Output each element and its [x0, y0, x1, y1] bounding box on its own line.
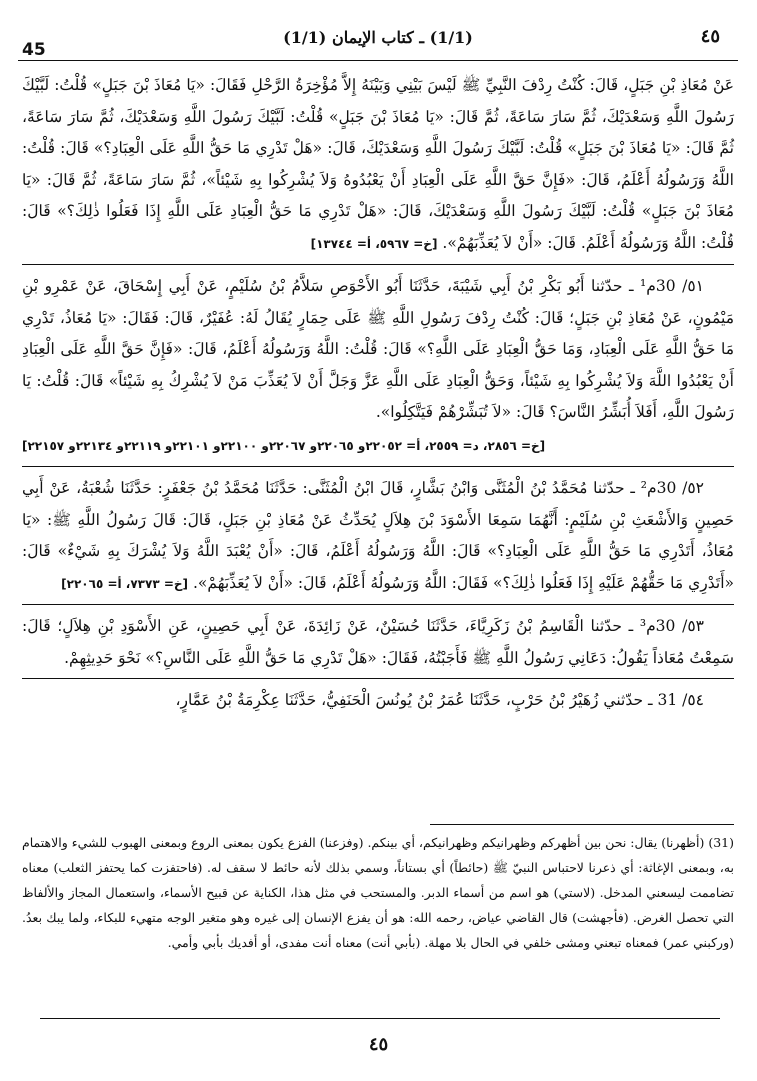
section-divider [22, 466, 734, 467]
hadith-paragraph [22, 611, 734, 674]
hadith-paragraph [22, 473, 734, 600]
page-number-latin: 45 [22, 40, 46, 60]
page-header [18, 22, 738, 62]
hadith-paragraph [22, 685, 734, 717]
main-text [22, 70, 734, 719]
section-divider [22, 678, 734, 679]
footer-page-number: ٤٥ [368, 1034, 389, 1055]
hadith-text: ٥٣/ 30م³ ـ حدّثنا الْقَاسِمُ بْنُ زَكَرِيَّاءَ، حَدَّثَنَا حُسَيْنٌ، عَنْ زَائِدَةَ، عَنْ أَبِي حَصِينٍ، عَنِ الأَسْوَدِ بْنِ هِلاَلٍ؛ قَالَ: سَمِعْتُ مُعَاذاً يَقُولُ: دَعَانِي رَسُولُ اللَّهِ ﷺ فَأَجَبْتُهُ، فَقَالَ: «هَلْ تَدْرِي مَا حَقُّ اللَّهِ عَلَى النَّاسِ؟» نَحْوَ حَدِيثِهِمْ. [22, 617, 734, 667]
running-title: (1/1) ـ كتاب الإيمان (1/1) [283, 28, 473, 47]
header-rule [18, 60, 738, 61]
hadith-paragraph [22, 70, 734, 260]
footnotes [22, 830, 734, 955]
hadith-text: عَنْ مُعَاذِ بْنِ جَبَلٍ، قَالَ: كُنْتُ رِدْفَ النَّبِيِّ ﷺ لَيْسَ بَيْنِي وَبَيْنَهُ إِلاَّ مُؤْخِرَةُ الرَّحْلِ فَقَالَ: «يَا مُعَاذَ بْنَ جَبَلٍ» قُلْتُ: لَبَّيْكَ رَسُولَ اللَّهِ وَسَعْدَيْكَ، ثُمَّ سَارَ سَاعَةً، ثُمَّ قَالَ: «يَا مُعَاذَ بْنَ جَبَلٍ» قُلْتُ: لَبَّيْكَ رَسُولَ اللَّهِ وَسَعْدَيْكَ، ثُمَّ سَارَ سَاعَةً، ثُمَّ قَالَ: «يَا مُعَاذَ بْنَ جَبَلٍ» قُلْتُ: لَبَّيْكَ رَسُولَ اللَّهِ وَسَعْدَيْكَ، قَالَ: «هَلْ تَدْرِي مَا حَقُّ اللَّهِ عَلَى الْعِبَادِ؟» قَالَ: قُلْتُ: اللَّهُ وَرَسُولُهُ أَعْلَمُ، قَالَ: «فَإِنَّ حَقَّ اللَّهِ عَلَى الْعِبَادِ أَنْ يَعْبُدُوهُ وَلاَ يُشْرِكُوا بِهِ شَيْئاً»، ثُمَّ سَارَ سَاعَةً، ثُمَّ قَالَ: «يَا مُعَاذَ بْنَ جَبَلٍ» قُلْتُ: لَبَّيْكَ رَسُولَ اللَّهِ وَسَعْدَيْكَ، قَالَ: «هَلْ تَدْرِي مَا حَقُّ الْعِبَادِ عَلَى اللَّهِ إِذَا فَعَلُوا ذٰلِكَ؟» قَالَ: قُلْتُ: اللَّهُ وَرَسُولُهُ أَعْلَمُ. قَالَ: «أَنْ لاَ يُعَذِّبَهُمْ». [22, 76, 734, 252]
page-number-arabic: ٤٥ [700, 26, 720, 47]
hadith-reference: [خ= ٢٨٥٦، د= ٢٥٥٩، أ= ٢٢٠٥٢و ٢٢٠٦٥و ٢٢٠٦٧و ٢٢١٠٠و ٢٢١٠١و ٢٢١١٩و ٢٢١٣٤و ٢٢١٥٧] [22, 438, 546, 453]
hadith-reference: [خ= ٧٣٧٣، أ= ٢٢٠٦٥] [61, 576, 189, 591]
hadith-text: ٥٤/ 31 ـ حدّثني زُهَيْرُ بْنُ حَرْبٍ، حَدَّثَنَا عُمَرُ بْنُ يُونُسَ الْحَنَفِيُّ، حَدَّثَنَا عِكْرِمَةُ بْنُ عَمَّارٍ، [175, 691, 704, 709]
hadith-paragraph [22, 271, 734, 429]
footnote-rule [430, 824, 734, 825]
footer-rule [40, 1018, 720, 1019]
hadith-text: ٥٢/ 30م² ـ حدّثنا مُحَمَّدُ بْنُ الْمُثَنَّى وَابْنُ بَشَّارٍ، قَالَ ابْنُ الْمُثَنَّى: حَدَّثَنَا مُحَمَّدُ بْنُ جَعْفَرٍ: حَدَّثَنَا شُعْبَةُ، عَنْ أَبِي حَصِينٍ وَالأَشْعَثِ بْنِ سُلَيْمٍ: أَنَّهُمَا سَمِعَا الأَسْوَدَ بْنَ هِلاَلٍ يُحَدِّثُ عَنْ مُعَاذِ بْنِ جَبَلٍ، قَالَ: قَالَ رَسُولُ اللَّهِ ﷺ: «يَا مُعَاذُ، أَتَدْرِي مَا حَقُّ اللَّهِ عَلَى الْعِبَادِ؟» قَالَ: اللَّهُ وَرَسُولُهُ أَعْلَمُ، قَالَ: «أَنْ يُعْبَدَ اللَّهُ وَلاَ يُشْرَكَ بِهِ شَيْءٌ» قَالَ: «أَتَدْرِي مَا حَقُّهُمْ عَلَيْهِ إِذَا فَعَلُوا ذٰلِكَ؟» فَقَالَ: اللَّهُ وَرَسُولُهُ أَعْلَمُ، قَالَ: «أَنْ لاَ يُعَذِّبَهُمْ». [22, 479, 734, 592]
section-divider [22, 604, 734, 605]
hadith-reference: [خ= ٥٩٦٧، أ= ١٣٧٤٤] [310, 236, 438, 251]
section-divider [22, 264, 734, 265]
hadith-text: ٥١/ 30م¹ ـ حدّثنا أَبُو بَكْرِ بْنُ أَبِي شَيْبَةَ، حَدَّثَنَا أَبُو الأَحْوَصِ سَلاَّمُ بْنُ سُلَيْمٍ، عَنْ أَبِي إِسْحَاقَ، عَنْ عَمْرِو بْنِ مَيْمُونٍ، عَنْ مُعَاذِ بْنِ جَبَلٍ؛ قَالَ: كُنْتُ رِدْفَ رَسُولِ اللَّهِ ﷺ عَلَى حِمَارٍ يُقَالُ لَهُ: عُفَيْرٌ، قَالَ: فَقَالَ: «يَا مُعَاذُ، تَدْرِي مَا حَقُّ اللَّهِ عَلَى الْعِبَادِ، وَمَا حَقُّ الْعِبَادِ عَلَى اللَّهِ؟» قَالَ: قُلْتُ: اللَّهُ وَرَسُولُهُ أَعْلَمُ، قَالَ: «فَإِنَّ حَقَّ اللَّهِ عَلَى الْعِبَادِ أَنْ يَعْبُدُوا اللَّهَ وَلاَ يُشْرِكُوا بِهِ شَيْئاً، وَحَقُّ الْعِبَادِ عَلَى اللَّهِ عَزَّ وَجَلَّ أَنْ لاَ يُعَذِّبَ مَنْ لاَ يُشْرِكُ بِهِ شَيْئاً» قَالَ: قُلْتُ: يَا رَسُولَ اللَّهِ، أَفَلاَ أُبَشِّرُ النَّاسَ؟ قَالَ: «لاَ تُبَشِّرْهُمْ فَيَتَّكِلُوا». [22, 277, 734, 421]
footnote: (31) (أظهرنا) يقال: نحن بين أظهركم وظهرانيكم وظهرانيكم، أي بينكم. (وفزعنا) الفزع يكون بمعنى الروع وبمعنى الهبوب للشيء والاهتمام به، وبمعنى الإغاثة: أي ذعرنا لاحتباس النبيّ ﷺ (حائطاً) أي بستاناً، وسمي بذلك لأنه حائط لا سقف له. (فاحتفزت كما يحتفز الثعلب) معناه تضاممت ليسعني المدخل. (لاستي) هو اسم من أسماء الدبر. والمستحب في مثل هذا، الكناية عن قبيح الأسماء، واستعمال المجاز والألفاظ التي تحصل الغرض. (فأجهشت) قال القاضي عياض، رحمه الله: هو أن يفزع الإنسان إلى غيره وهو متغير الوجه متهيء للبكاء، ولما يبك بعدُ. (وركبني عمر) فمعناه تبعني ومشى خلفي في الحال بلا مهلة. (بأبي أنت) معناه أنت مفدى، أو أفديك بأبي وأمي. [22, 835, 734, 950]
